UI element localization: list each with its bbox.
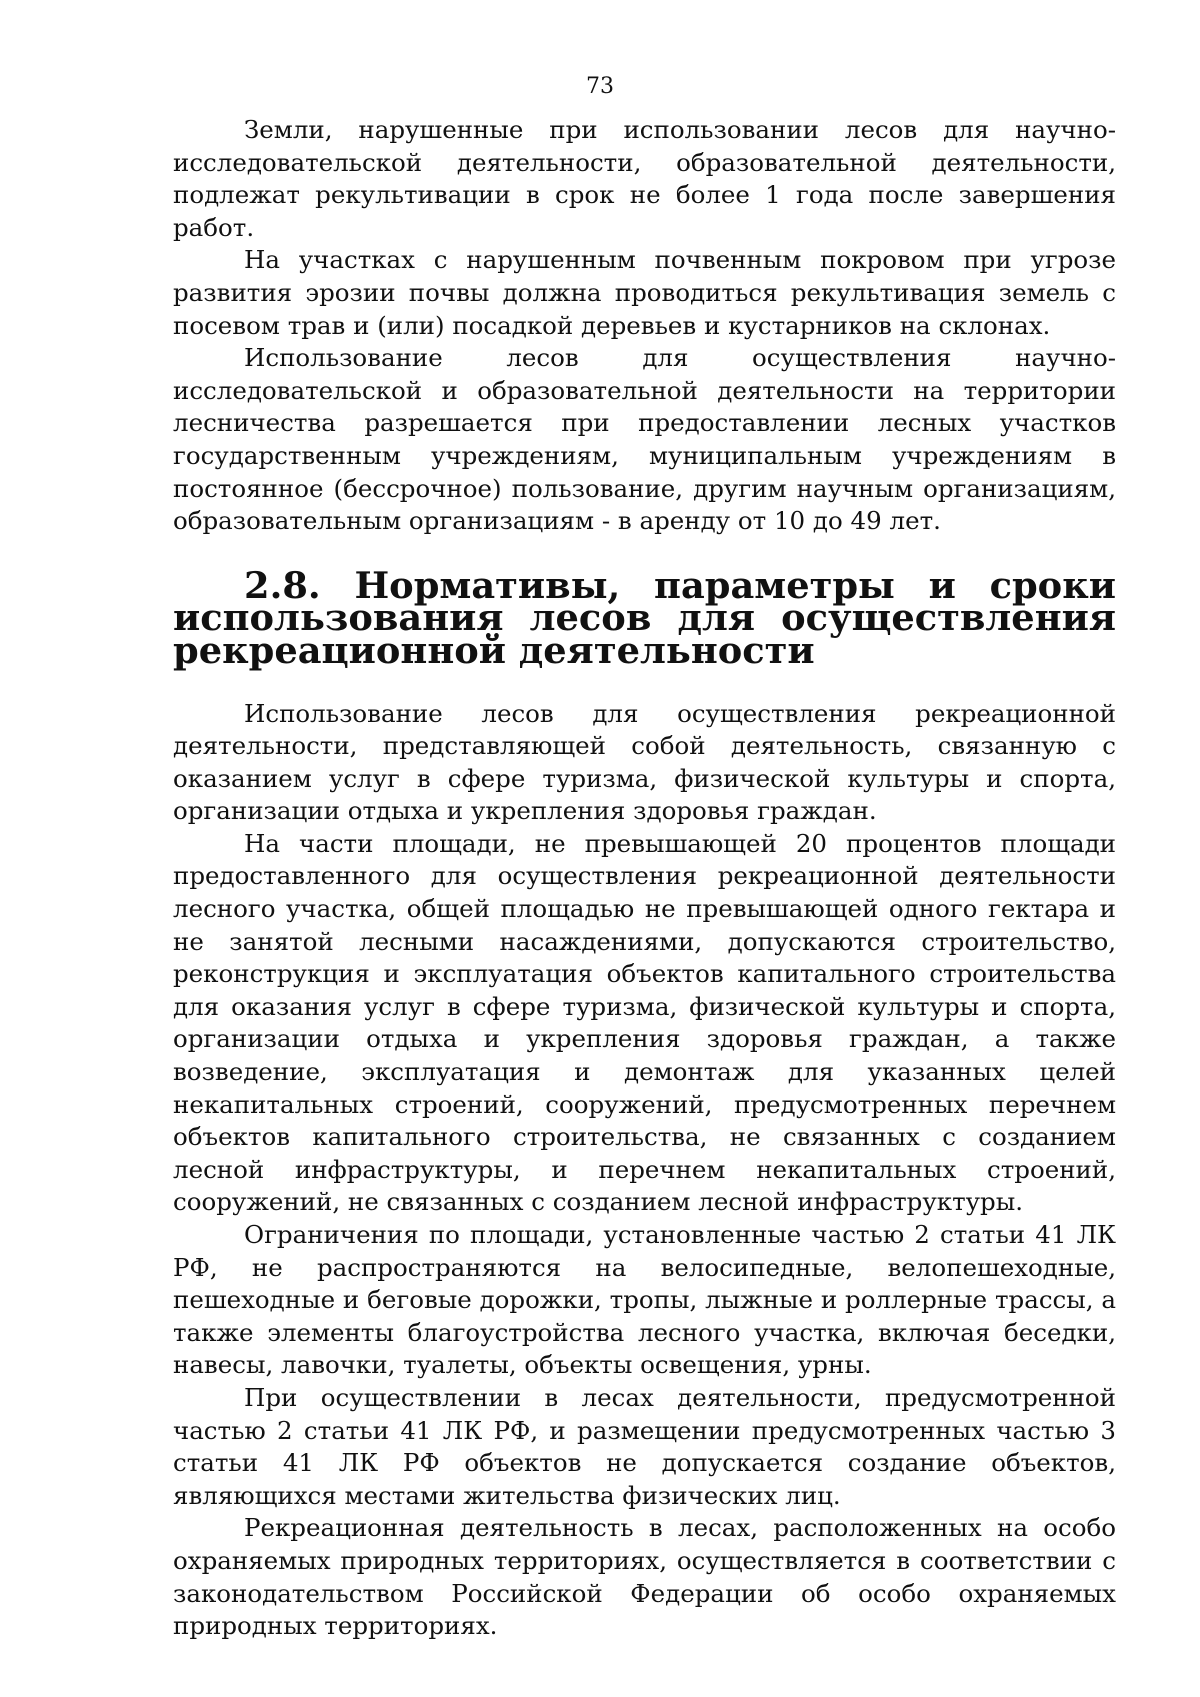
paragraph-protected-areas: Рекреационная деятельность в лесах, расположенных на особо охраняемых природных территориях, осуществляется в соответствии с законодательством Российской Федерации об особо охраняемых природных территориях. [173,1513,1116,1641]
page-number: 73 [586,74,614,99]
paragraph-recreation-definition: Использование лесов для осуществления рекреационной деятельности, представляющей собой деятельность, связанную с оказанием услуг в сфере туризма, физической культуры и спорта, организации отдыха и укрепления здоровья граждан. [173,698,1116,826]
paragraph-research-use: Использование лесов для осуществления научно-исследовательской и образовательной деятельности на территории лесничества разрешается при предоставлении лесных участков государственным учреждениям, муниципальным учреждениям в постоянное (бессрочное) пользование, другим научным организациям, образовательным организациям - в аренду от 10 до 49 лет. [173,343,1116,536]
paragraph-area-restrictions: Ограничения по площади, установленные частью 2 статьи 41 ЛК РФ, не распространяются на велосипедные, велопешеходные, пешеходные и беговые дорожки, тропы, лыжные и роллерные трассы, а также элементы благоустройства лесного участка, включая беседки, навесы, лавочки, туалеты, объекты освещения, урны. [173,1220,1116,1380]
document-body [173,114,1116,1643]
paragraph-area-limits: На части площади, не превышающей 20 процентов площади предоставленного для осуществления рекреационной деятельности лесного участка, общей площадью не превышающей одного гектара и не занятой лесными насаждениями, допускаются строительство, реконструкция и эксплуатация объектов капитального строительства для оказания услуг в сфере туризма, физической культуры и спорта, организации отдыха и укрепления здоровья граждан, а также возведение, эксплуатация и демонтаж для указанных целей некапитальных строений, сооружений, предусмотренных перечнем объектов капитального строительства, не связанных с созданием лесной инфраструктуры, и перечнем некапитальных строений, сооружений, не связанных с созданием лесной инфраструктуры. [173,828,1116,1217]
section-heading: 2.8. Нормативы, параметры и сроки использования лесов для осуществления рекреационной деятельности [173,562,1116,672]
paragraph-residence-prohibition: При осуществлении в лесах деятельности, предусмотренной частью 2 статьи 41 ЛК РФ, и размещении предусмотренных частью 3 статьи 41 ЛК РФ объектов не допускается создание объектов, являющихся местами жительства физических лиц. [173,1382,1116,1510]
paragraph-soil-erosion: На участках с нарушенным почвенным покровом при угрозе развития эрозии почвы должна проводиться рекультивация земель с посевом трав и (или) посадкой деревьев и кустарников на склонах. [173,245,1116,340]
paragraph-land-reclamation: Земли, нарушенные при использовании лесов для научно-исследовательской деятельности, образовательной деятельности, подлежат рекультивации в срок не более 1 года после завершения работ. [173,115,1116,242]
